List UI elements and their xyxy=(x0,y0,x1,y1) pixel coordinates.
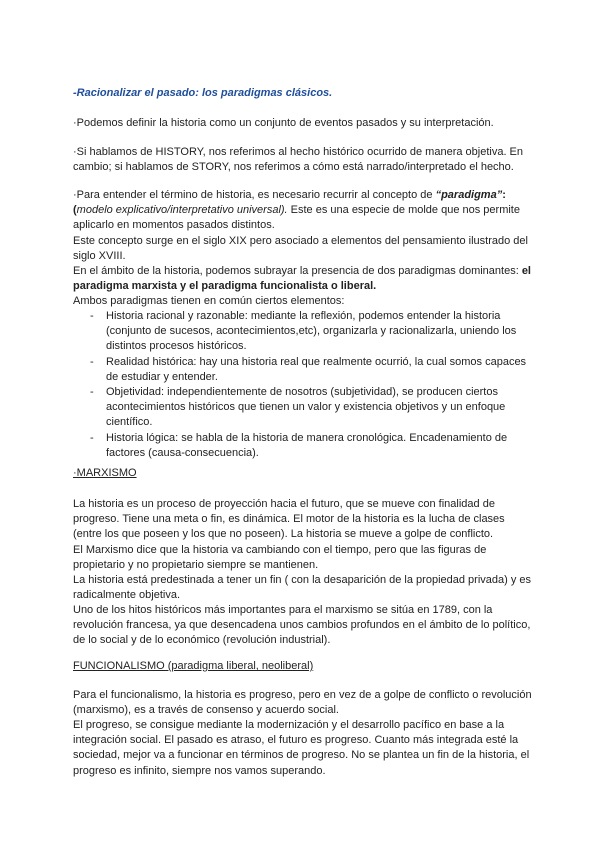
section-title: -Racionalizar el pasado: los paradigmas clásicos. xyxy=(73,87,333,99)
dominantes-text: En el ámbito de la historia, podemos subrayar la presencia de dos paradigmas dominantes: xyxy=(73,265,522,277)
paragraph-history-story: ·Si hablamos de HISTORY, nos referimos al hecho histórico ocurrido de manera objetiva. En cambio; si hablamos de STORY, nos referimos a cómo está narrado/interpretado el hecho. xyxy=(73,146,524,174)
paragraph-elementos-comunes: Ambos paradigmas tienen en común ciertos elementos: xyxy=(73,295,345,307)
paragraph-marxismo-3: La historia está predestinada a tener un fin ( con la desaparición de la propiedad privada) y es radicalmente objetiva. xyxy=(73,574,532,602)
elements-list xyxy=(73,309,533,461)
paragraph-marxismo-1: La historia es un proceso de proyección hacia el futuro, que se mueve con finalidad de progreso. Tiene una meta o fin, es dinámica. El motor de la historia es la lucha de clases (entre los que poseen y los que no poseen). La historia se mueve a golpe de conflicto. xyxy=(73,498,505,541)
list-item: - Historia lógica: se habla de la historia de manera cronológica. Encadenamiento de factores (causa-consecuencia). xyxy=(73,431,533,461)
paragraph-definition: ·Podemos definir la historia como un conjunto de eventos pasados y su interpretación. xyxy=(73,117,494,129)
paradigma-definition: modelo explicativo/interpretativo universal). xyxy=(76,204,288,217)
heading-funcionalismo: FUNCIONALISMO (paradigma liberal, neoliberal) xyxy=(73,660,314,672)
paradigma-text-e: Este es una especie de molde que nos permite aplicarlo en momentos pasados distintos. xyxy=(73,204,520,232)
dominantes-bold: el paradigma marxista y el paradigma funcionalista o liberal. xyxy=(73,265,531,293)
list-item: - Objetividad: independientemente de nosotros (subjetividad), se producen ciertos acontecimientos históricos que tienen un valor y existencia objetivos y un enfoque científico. xyxy=(73,385,533,431)
paragraph-siglo: Este concepto surge en el siglo XIX pero asociado a elementos del pensamiento ilustrado del siglo XVIII. xyxy=(73,235,528,263)
list-item: - Historia racional y razonable: mediante la reflexión, podemos entender la historia (conjunto de sucesos, acontecimientos,etc), organizarla y racionalizarla, uniendo los distintos procesos históricos. xyxy=(73,309,533,355)
paragraph-marxismo-2: El Marxismo dice que la historia va cambiando con el tiempo, pero que las figuras de propietario y no propietario siempre se mantienen. xyxy=(73,544,487,572)
paragraph-paradigma xyxy=(73,188,533,234)
paragraph-marxismo-4: Uno de los hitos históricos más importantes para el marxismo se sitúa en 1789, con la revolución francesa, ya que desencadena unos cambios profundos en el ámbito de lo político, de lo social y de lo económico (revolución industrial). xyxy=(73,604,531,647)
paradigma-term: “paradigma” xyxy=(435,189,503,201)
heading-marxismo: ·MARXISMO xyxy=(73,467,137,479)
paragraph-funcionalismo-1: Para el funcionalismo, la historia es progreso, pero en vez de a golpe de conflicto o revolución (marxismo), es a través de consenso y acuerdo social. xyxy=(73,689,532,717)
paradigma-text-a: ·Para entender el término de historia, es necesario recurrir al concepto de xyxy=(73,189,436,201)
paragraph-paradigmas-dominantes xyxy=(73,264,533,294)
paradigma-colon: : ( xyxy=(73,189,506,217)
paragraph-funcionalismo-2: El progreso, se consigue mediante la modernización y el desarrollo pacífico en base a la integración social. El pasado es atraso, el futuro es progreso. Cuanto más integrada esté la sociedad, mejor va a funcionar en términos de progreso. No se plantea un fin de la historia, el progreso es infinito, siempre nos vamos superando. xyxy=(73,719,530,777)
list-item: - Realidad histórica: hay una historia real que realmente ocurrió, la cual somos capaces de estudiar y entender. xyxy=(73,355,533,385)
